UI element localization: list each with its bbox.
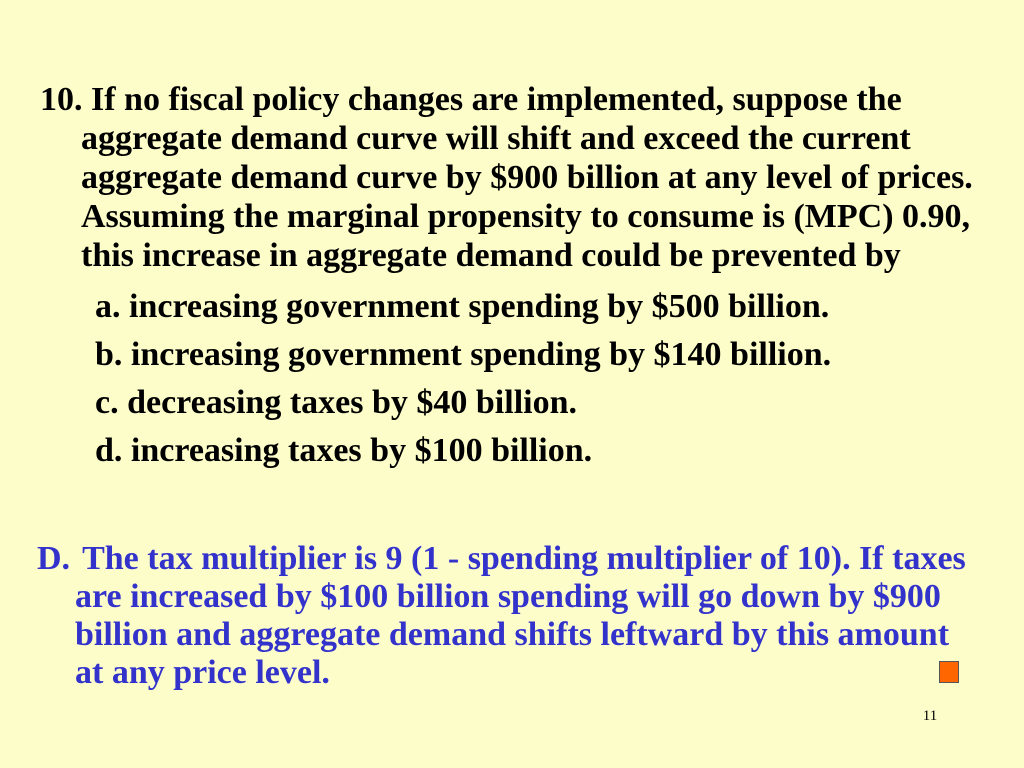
choice-d: d. increasing taxes by $100 billion.: [95, 432, 593, 469]
choice-b: b. increasing government spending by $140 billion.: [95, 336, 832, 373]
question-block: [40, 80, 1020, 475]
choice-a: a. increasing government spending by $500 billion.: [95, 288, 830, 325]
orange-square-icon: [939, 661, 959, 683]
question-stem: 10. If no fiscal policy changes are implemented, suppose the aggregate demand curve will shift and exceed the current aggregate demand curve by $900 billion at any level of prices. Assuming the marginal propensity to consume is (MPC) 0.90, this increase in aggregate demand could be prevented by: [40, 81, 973, 274]
answer-explanation: [37, 540, 980, 692]
page-number: 11: [922, 708, 938, 724]
answer-text: The tax multiplier is 9 (1 - spending multiplier of 10). If taxes are increased by $100 billion spending will go down by $900 billion and aggregate demand shifts leftward by this amount at any price level.: [75, 540, 966, 691]
answer-letter: D.: [37, 540, 71, 577]
choice-c: c. decreasing taxes by $40 billion.: [95, 384, 577, 421]
answer-choices: [40, 283, 1020, 475]
